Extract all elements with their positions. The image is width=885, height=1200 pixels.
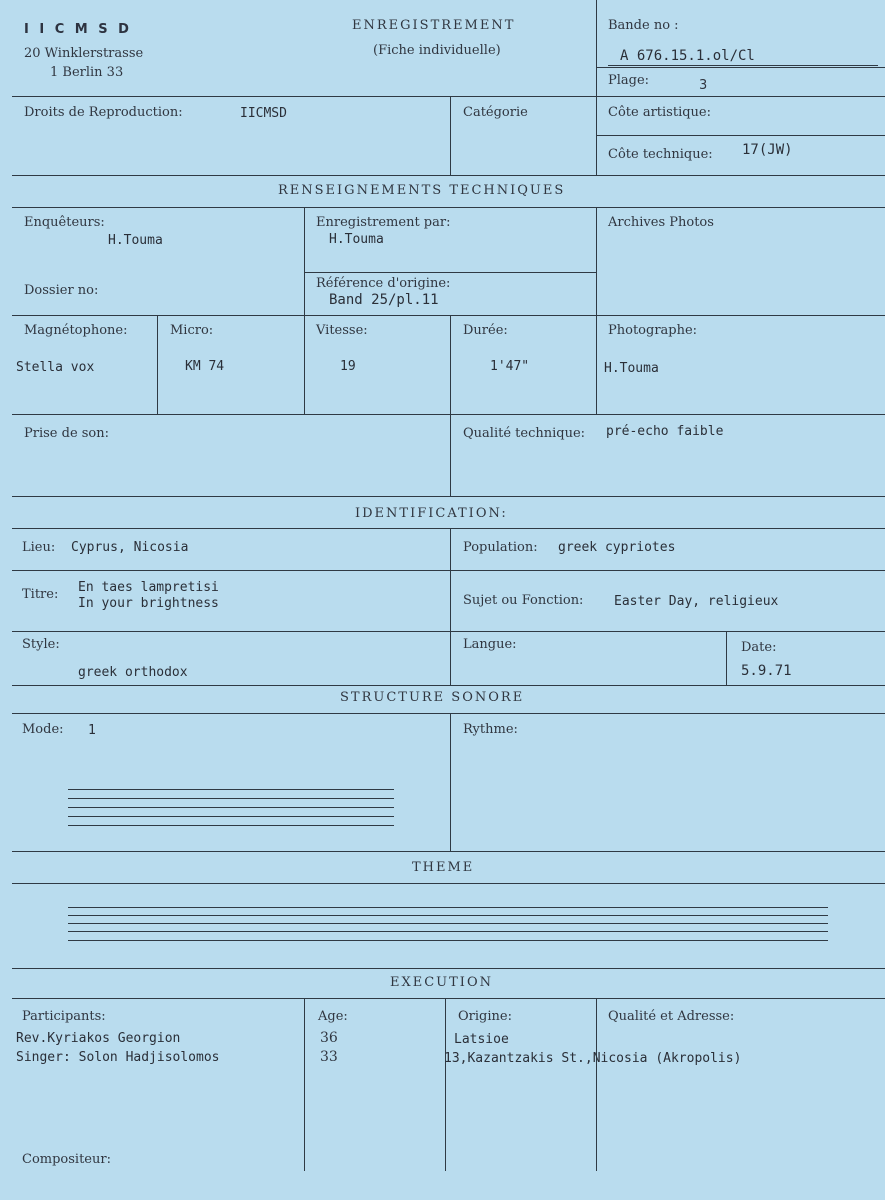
divider	[597, 135, 885, 136]
micro-label: Micro:	[170, 323, 214, 338]
cote-technique-label: Côte technique:	[608, 147, 713, 162]
bande-value: A 676.15.1.ol/Cl	[620, 48, 755, 64]
plage-value: 3	[699, 78, 708, 93]
reference-value: Band 25/pl.11	[329, 292, 439, 308]
divider	[596, 208, 597, 414]
photographe-value: H.Touma	[604, 361, 659, 376]
divider	[304, 208, 305, 315]
section-identification: IDENTIFICATION:	[355, 506, 508, 521]
date-value: 5.9.71	[741, 663, 792, 679]
date-label: Date:	[741, 640, 777, 655]
qualite-value: pré-echo faible	[606, 424, 724, 439]
reference-label: Référence d'origine:	[316, 276, 451, 291]
divider	[12, 998, 885, 999]
bande-label: Bande no :	[608, 18, 679, 33]
dossier-label: Dossier no:	[24, 283, 99, 298]
age-2: 33	[320, 1049, 338, 1065]
enregistrement-par-value: H.Touma	[329, 232, 384, 247]
divider	[12, 851, 885, 852]
divider	[726, 632, 727, 685]
section-execution: EXECUTION	[390, 975, 493, 990]
divider	[304, 316, 305, 414]
cote-artistique-label: Côte artistique:	[608, 105, 711, 120]
divider	[12, 207, 885, 208]
participant-1: Rev.Kyriakos Georgion	[16, 1031, 181, 1046]
compositeur-label: Compositeur:	[22, 1152, 111, 1167]
divider	[450, 96, 451, 175]
enregistrement-par-label: Enregistrement par:	[316, 215, 451, 230]
titre-value-1: En taes lampretisi	[78, 580, 219, 595]
org-city: 1 Berlin 33	[50, 65, 124, 80]
population-value: greek cypriotes	[558, 540, 676, 555]
magnetophone-value: Stella vox	[16, 360, 95, 375]
divider	[12, 528, 885, 529]
divider	[12, 883, 885, 884]
categorie-label: Catégorie	[463, 105, 528, 120]
form-subtitle: (Fiche individuelle)	[373, 43, 501, 58]
divider	[12, 496, 885, 497]
vitesse-value: 19	[340, 359, 356, 374]
rythme-label: Rythme:	[463, 722, 518, 737]
style-value: greek orthodox	[78, 665, 188, 680]
mode-label: Mode:	[22, 722, 64, 737]
org-name: I I C M S D	[24, 22, 132, 37]
section-techniques: RENSEIGNEMENTS TECHNIQUES	[278, 183, 566, 198]
archives-photos-label: Archives Photos	[608, 215, 714, 230]
cote-technique-value: 17(JW)	[742, 142, 793, 158]
divider	[12, 713, 885, 714]
divider	[304, 999, 305, 1171]
org-street: 20 Winklerstrasse	[24, 46, 144, 61]
style-label: Style:	[22, 637, 60, 652]
vitesse-label: Vitesse:	[316, 323, 368, 338]
divider	[596, 999, 597, 1171]
form-title: ENREGISTREMENT	[352, 18, 516, 33]
participant-2: Singer: Solon Hadjisolomos	[16, 1050, 220, 1065]
age-1: 36	[320, 1030, 338, 1046]
divider	[597, 67, 885, 68]
langue-label: Langue:	[463, 637, 517, 652]
titre-value-2: In your brightness	[78, 596, 219, 611]
plage-label: Plage:	[608, 73, 650, 88]
magnetophone-label: Magnétophone:	[24, 323, 128, 338]
divider	[445, 999, 446, 1171]
photographe-label: Photographe:	[608, 323, 698, 338]
droits-value: IICMSD	[240, 106, 287, 121]
duree-label: Durée:	[463, 323, 508, 338]
titre-label: Titre:	[22, 587, 59, 602]
mode-value: 1	[88, 723, 96, 738]
sujet-label: Sujet ou Fonction:	[463, 593, 584, 608]
bande-underline	[608, 65, 878, 66]
qualite-adresse-label: Qualité et Adresse:	[608, 1009, 735, 1024]
origine-2: 13,Kazantzakis St.,Nicosia (Akropolis)	[444, 1051, 742, 1066]
divider	[12, 570, 885, 571]
prise-label: Prise de son:	[24, 426, 110, 441]
population-label: Population:	[463, 540, 538, 555]
divider	[12, 175, 885, 176]
sujet-value: Easter Day, religieux	[614, 594, 779, 609]
age-label: Age:	[318, 1009, 348, 1024]
divider	[12, 96, 885, 97]
divider	[596, 0, 597, 175]
divider	[12, 414, 885, 415]
lieu-value: Cyprus, Nicosia	[71, 540, 189, 555]
divider	[12, 968, 885, 969]
enqueteurs-value: H.Touma	[108, 233, 163, 248]
enqueteurs-label: Enquêteurs:	[24, 215, 105, 230]
lieu-label: Lieu:	[22, 540, 56, 555]
droits-label: Droits de Reproduction:	[24, 105, 183, 120]
section-theme: THEME	[412, 860, 475, 875]
divider	[305, 272, 596, 273]
section-structure: STRUCTURE SONORE	[340, 690, 525, 705]
participants-label: Participants:	[22, 1009, 106, 1024]
duree-value: 1'47"	[490, 359, 530, 374]
origine-label: Origine:	[458, 1009, 512, 1024]
qualite-label: Qualité technique:	[463, 426, 586, 441]
divider	[450, 316, 451, 496]
origine-1: Latsioe	[454, 1032, 509, 1047]
micro-value: KM 74	[185, 359, 225, 374]
divider	[450, 529, 451, 685]
divider	[12, 315, 885, 316]
divider	[450, 714, 451, 851]
divider	[12, 631, 885, 632]
divider	[12, 685, 885, 686]
divider	[157, 316, 158, 414]
